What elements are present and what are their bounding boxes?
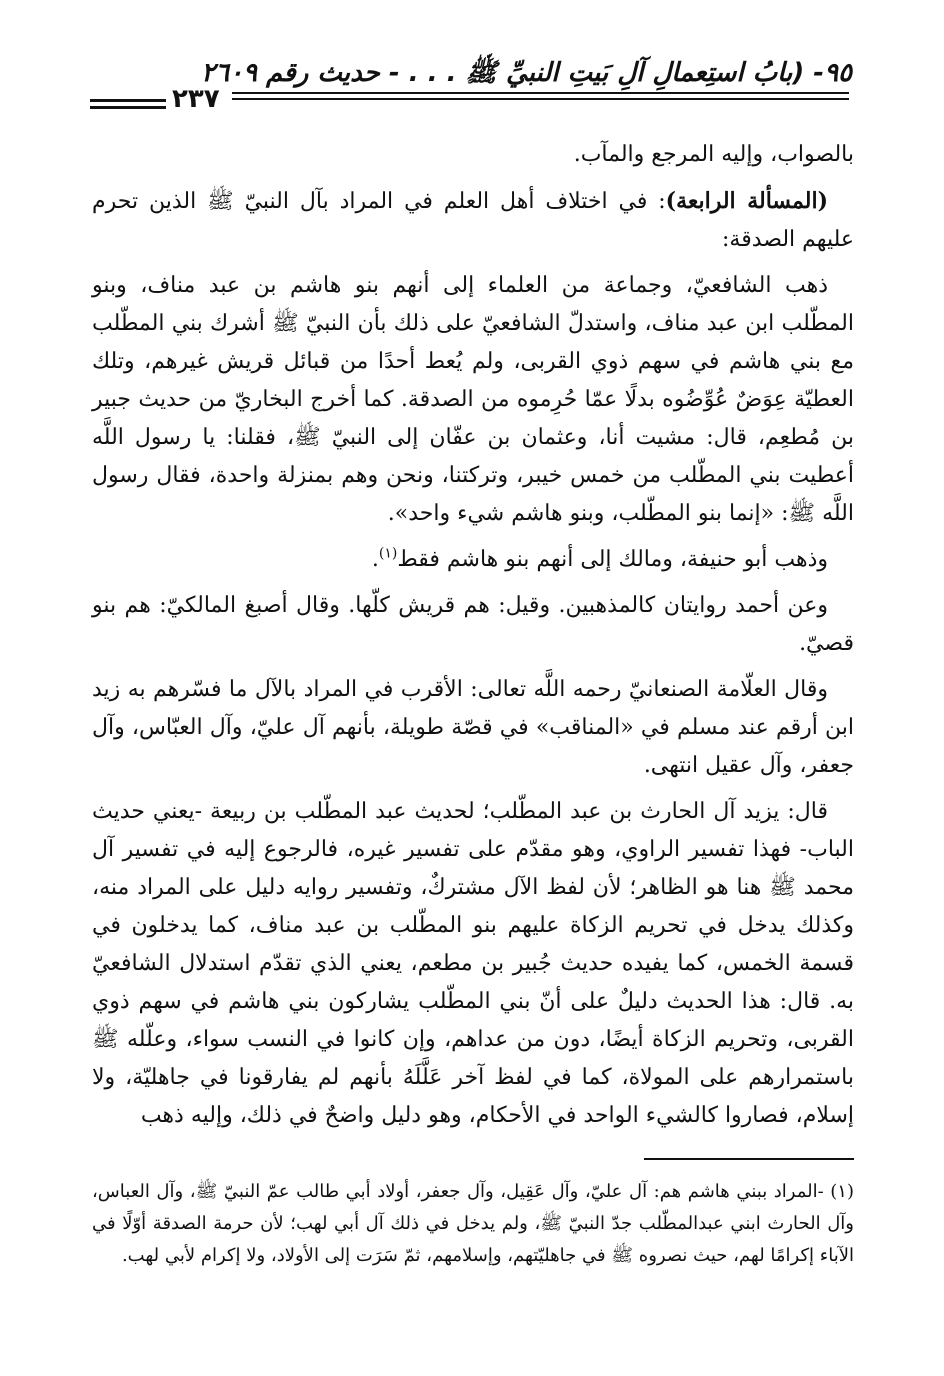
paragraph: وقال العلّامة الصنعانيّ رحمه اللَّه تعالى: الأقرب في المراد بالآل ما فسّرهم به زيد ابن أرقم عند مسلم في «المناقب» في قصّة طويلة، بأنهم آل عليّ، وآل العبّاس، وآل جعفر، وآل عقيل انتهى.: [92, 677, 854, 778]
page-number-rule: [90, 99, 166, 109]
paragraph: قال: يزيد آل الحارث بن عبد المطّلب؛ لحديث عبد المطّلب بن ربيعة -يعني حديث الباب- فهذا تفسير الراوي، وهو مقدّم على تفسير غيره، فالرجوع إليه في تفسير آل محمد ﷺ هنا هو الظاهر؛ لأن لفظ الآل مشتركٌ، وتفسير روايه دليل على المراد منه، وكذلك يدخل في تحريم الزكاة عليهم بنو المطّلب بن عبد مناف، كما يدخلون في قسمة الخمس، كما يفيده حديث جُبير بن مطعم، يعني الذي تقدّم استدلال الشافعيّ به. قال: هذا الحديث دليلٌ على أنّ بني المطّلب يشاركون بني هاشم في سهم ذوي القربى، وتحريم الزكاة أيضًا، دون من عداهم، وإن كانوا في النسب سواء، وعلّله ﷺ باستمرارهم على المولاة، كما في لفظ آخر عَلَّلَهُ بأنهم لم يفارقونا في جاهليّة، ولا إسلام، فصاروا كالشيء الواحد في الأحكام، وهو دليل واضحٌ في ذلك، وإليه ذهب: [92, 799, 854, 1128]
header-rule: [232, 92, 849, 100]
section-heading: (المسألة الرابعة): [665, 188, 828, 214]
paragraph: بالصواب، وإليه المرجع والمآب.: [573, 142, 854, 167]
paragraph: ذهب الشافعيّ، وجماعة من العلماء إلى أنهم بنو هاشم بن عبد مناف، وبنو المطّلب ابن عبد مناف، واستدلّ الشافعيّ على ذلك بأن النبيّ ﷺ أشرك بني المطّلب مع بني هاشم في سهم ذوي القربى، ولم يُعط أحدًا من قبائل قريش غيرهم، وتلك العطيّة عِوَضٌ عُوِّضُوه بدلًا عمّا حُرِموه من الصدقة. كما أخرج البخاريّ من حديث جبير بن مُطعِم، قال: مشيت أنا، وعثمان بن عفّان إلى النبيّ ﷺ، فقلنا: يا رسول اللَّه أعطيت بني المطّلب من خمس خيبر، وتركتنا، ونحن وهم بمنزلة واحدة، فقال رسول اللَّه ﷺ: «إنما بنو المطّلب، وبنو هاشم شيء واحد».: [92, 273, 854, 526]
paragraph: وذهب أبو حنيفة، ومالك إلى أنهم بنو هاشم فقط$^{(١)}$.: [371, 545, 828, 572]
footnote-marker[interactable]: (١): [378, 545, 398, 562]
paragraph: وعن أحمد روايتان كالمذهبين. وقيل: هم قريش كلّها. وقال أصبغ المالكيّ: هم بنو قصيّ.: [92, 593, 854, 656]
footnote-separator: [644, 1158, 854, 1160]
running-header-title: ٩٥- (بابُ استِعمالِ آلِ بَيتِ النبيِّ ﷺ . . . - حديث رقم ٢٦٠٩: [201, 58, 852, 88]
main-text: [92, 136, 854, 1143]
page-number: ٢٣٧: [172, 84, 220, 114]
paragraph: (المسألة الرابعة): في اختلاف أهل العلم في المراد بآل النبيّ ﷺ الذين تحرم عليهم الصدقة:: [92, 188, 854, 252]
footnote: (١) -المراد ببني هاشم هم: آل عليّ، وآل عَقِيل، وآل جعفر، أولاد أبي طالب عمّ النبيّ ﷺ، وآل العباس، وآل الحارث ابني عبدالمطّلب جدّ النبيّ ﷺ، ولم يدخل في ذلك آل أبي لهب؛ لأن حرمة الصدقة أوّلًا في الآباء إكرامًا لهم، حيث نصروه ﷺ في جاهليّتهم، وإسلامهم، ثمّ سَرَت إلى الأولاد، ولا إكرام لأبي لهب.: [92, 1181, 854, 1266]
